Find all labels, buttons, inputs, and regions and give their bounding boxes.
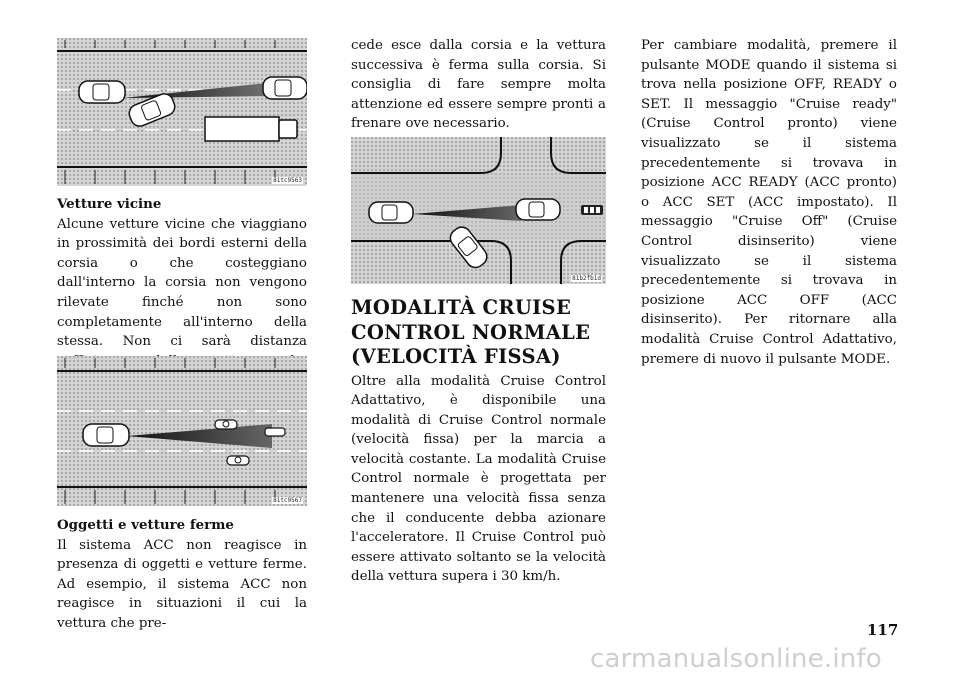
figure-code: 81tc9567 xyxy=(273,497,302,504)
watermark: carmanualsonline.info xyxy=(590,644,882,674)
page-number: 117 xyxy=(867,621,899,639)
motorcycle-1 xyxy=(215,420,237,429)
vehicle-distance-indicator xyxy=(581,205,603,215)
motorcycle-2 xyxy=(227,456,249,465)
car-own xyxy=(83,424,129,446)
car-stopped xyxy=(516,199,560,220)
paragraph-mode: Oltre alla modalità Cruise Control Adattativo, è disponibile una modalità di Cruise Control normale (velocità fissa) per la marcia a velocità costante. La modalità Cruise Control normale è progettata per mantenere una velocità fissa senza che il conducente debba azionare l'acceleratore. Il Cruise Control può essere attivato soltanto se la velocità della vettura supera i 30 km/h. xyxy=(351,373,606,585)
figure-near-vehicles xyxy=(57,38,307,186)
car-own xyxy=(79,81,125,103)
figure-intersection xyxy=(351,137,606,284)
figure-code: 81b2fb1d xyxy=(572,275,601,282)
paragraph-stationary: Il sistema ACC non reagisce in presenza di oggetti e vetture ferme. Ad esempio, il sistema ACC non reagisce in situazioni il cui la vettura che pre- xyxy=(57,537,307,631)
paragraph-change-mode: Per cambiare modalità, premere il pulsante MODE quando il sistema si trova nella posizione OFF, READY o SET. Il messaggio "Cruise ready" (Cruise Control pronto) viene visualizzato se il sistema precedentemente si trovava in posizione ACC READY (ACC pronto) o ACC SET (ACC impostato). Il messaggio "Cruise Off" (Cruise Control disinserito) viene visualizzato se il sistema precedentemente si trovava in posizione ACC OFF (ACC disinserito). Per ritornare alla modalità Cruise Control Adattativo, premere di nuovo il pulsante MODE. xyxy=(641,38,897,367)
paragraph-near-vehicles: Alcune vetture vicine che viaggiano in prossimità dei bordi esterni della corsia o che costeggiano dall'interno la corsia non vengono rilevate finché non sono completamente all'interno della stessa. Non ci sarà distanza xyxy=(57,216,307,350)
heading-near-vehicles: Vetture vicine xyxy=(57,196,162,212)
figure-stationary xyxy=(57,356,307,506)
figure-code: 81tc9563 xyxy=(273,177,302,184)
car-own xyxy=(369,202,413,223)
car-ahead xyxy=(263,77,307,99)
section-title: MODALITÀ CRUISE CONTROL NORMALE (VELOCITÀ FISSA) xyxy=(351,296,591,368)
motorcycle-3 xyxy=(265,428,285,436)
truck xyxy=(205,117,297,141)
paragraph-continued: cede esce dalla corsia e la vettura successiva è ferma sulla corsia. Si consiglia di fare sempre molta attenzione ed essere sempre pronti a frenare ove necessario. xyxy=(351,38,606,132)
heading-stationary: Oggetti e vetture ferme xyxy=(57,517,234,533)
